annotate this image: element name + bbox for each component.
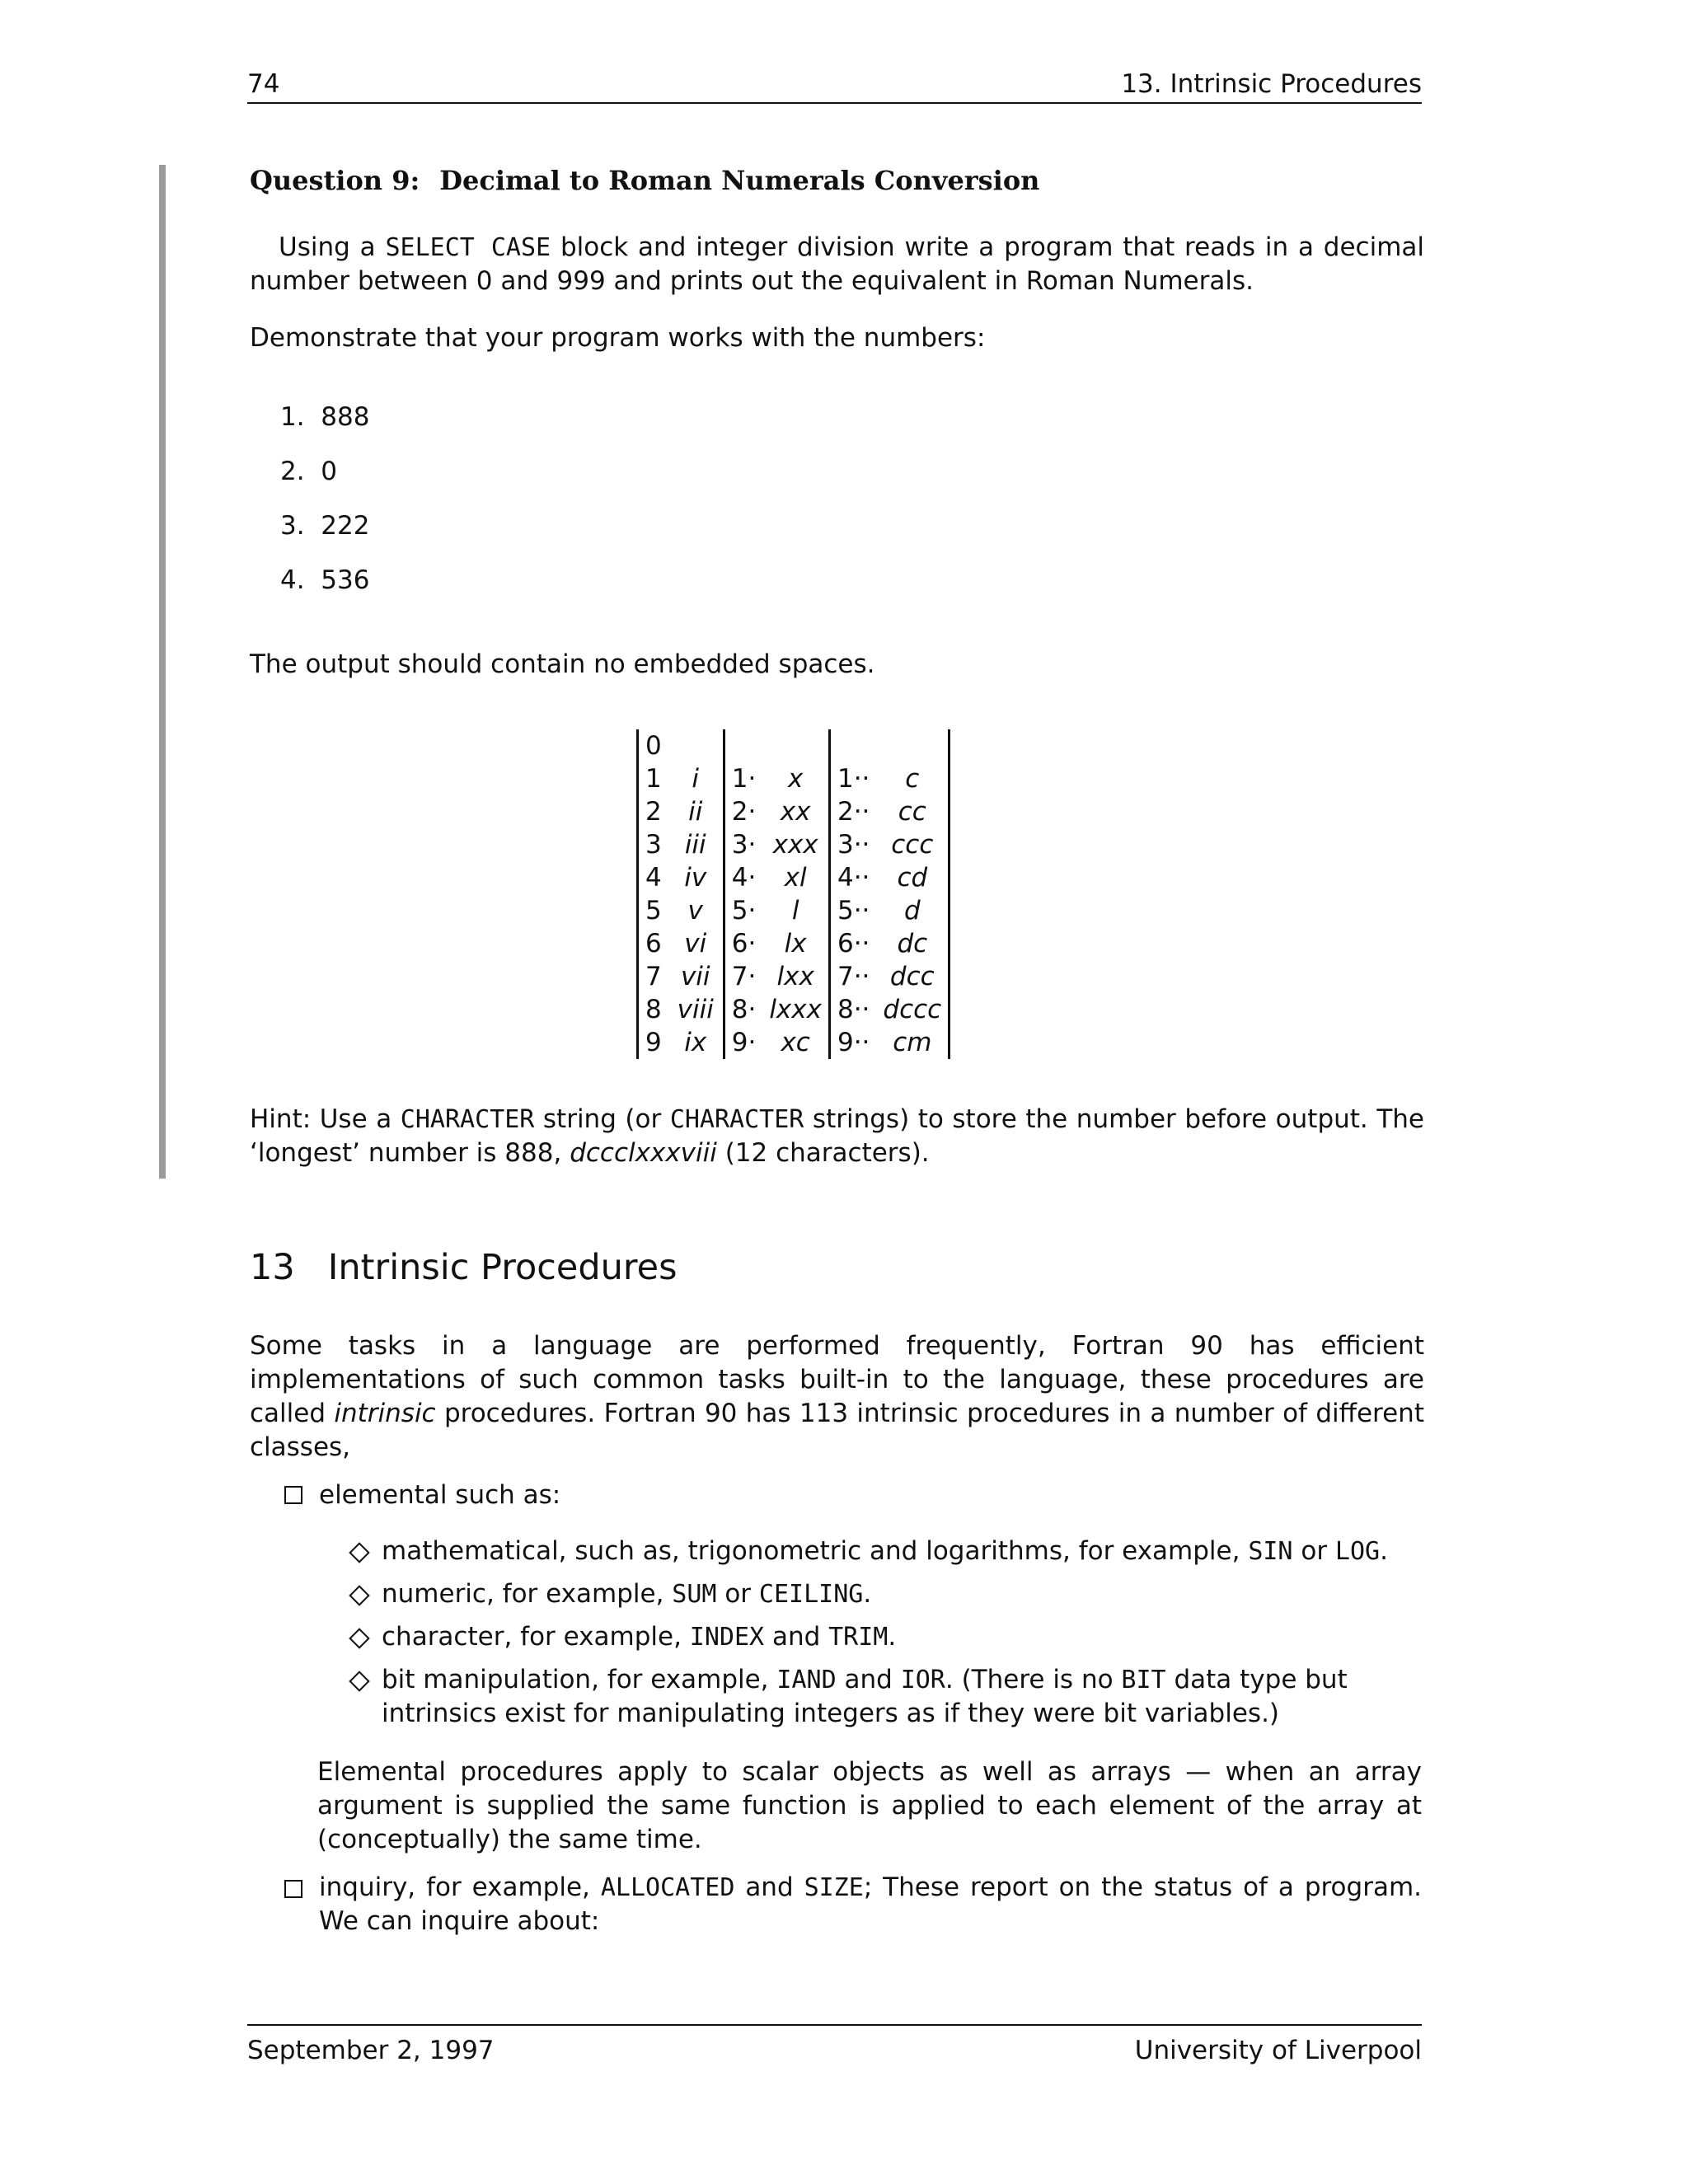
table-cell: 1 (638, 762, 668, 795)
table-cell: dccc (876, 993, 949, 1026)
roman-numeral-table (636, 729, 950, 1059)
table-cell: 8·· (829, 993, 876, 1026)
table-cell: 7·· (829, 960, 876, 993)
code-select-case: SELECT CASE (385, 233, 551, 262)
no-spaces-note: The output should contain no embedded spaces. (250, 649, 875, 679)
footer-rule (247, 2024, 1422, 2026)
table-cell: 4·· (829, 861, 876, 894)
list-item: character, for example, INDEX and TRIM. (350, 1620, 1422, 1654)
diamond-bullet-icon (349, 1542, 369, 1563)
table-cell: lxxx (769, 995, 822, 1024)
table-row (638, 762, 950, 795)
table-cell: c (876, 762, 949, 795)
table-cell: 5· (724, 894, 762, 927)
page-number: 74 (247, 69, 280, 99)
table-cell: xc (781, 1028, 810, 1057)
table-row (638, 828, 950, 861)
table-cell: d (876, 894, 949, 927)
table-cell: v (687, 896, 703, 926)
table-cell: 2 (638, 795, 668, 828)
page-header (247, 69, 1422, 99)
table-cell: vi (684, 929, 707, 958)
footer-institution: University of Liverpool (1134, 2036, 1422, 2065)
table-cell: x (787, 764, 804, 794)
list-item: numeric, for example, SUM or CEILING. (350, 1577, 1422, 1611)
list-item: 2. 0 (280, 457, 338, 486)
list-item: 1. 888 (280, 402, 370, 432)
table-cell: cc (876, 795, 949, 828)
table-cell: 4· (724, 861, 762, 894)
table-row (638, 861, 950, 894)
table-cell: 0 (638, 729, 668, 762)
bullet-elemental: elemental such as: (284, 1480, 560, 1510)
table-cell: 2·· (829, 795, 876, 828)
table-cell: 6 (638, 927, 668, 960)
table-cell: dc (876, 927, 949, 960)
question-number: Question 9: (250, 165, 420, 196)
table-cell: 8 (638, 993, 668, 1026)
table-cell: 1·· (829, 762, 876, 795)
table-row (638, 993, 950, 1026)
hint-text: Hint: Use a CHARACTER string (or CHARACTER strings) to store the number before output. The ‘longest’ number is 888, dccclxxxviii (12 characters). (250, 1104, 1424, 1168)
table-cell: lxx (776, 962, 814, 991)
table-cell: l (791, 896, 799, 926)
table-cell: 4 (638, 861, 668, 894)
table-cell: 9 (638, 1026, 668, 1059)
table-cell (668, 729, 724, 762)
list-item: mathematical, such as, trigonometric and logarithms, for example, SIN or LOG. (350, 1535, 1422, 1568)
table-row (638, 795, 950, 828)
table-cell (724, 729, 762, 762)
table-cell: ccc (876, 828, 949, 861)
section-intro: Some tasks in a language are performed frequently, Fortran 90 has efficient implementations of such common tasks built-in to the language, these procedures are called intrinsic procedures. Fortran 90 has 113 intrinsic procedures in a number of different classes, (250, 1331, 1424, 1462)
table-cell: 8· (724, 993, 762, 1026)
table-cell: 5 (638, 894, 668, 927)
bullet-inquiry: inquiry, for example, ALLOCATED and SIZE; These report on the status of a program. We can inquire about: (284, 1871, 1422, 1938)
table-cell: ix (684, 1028, 707, 1057)
footer-date: September 2, 1997 (247, 2036, 495, 2065)
table-cell: iii (684, 830, 706, 860)
section-title: Intrinsic Procedures (327, 1247, 678, 1288)
list-item: 4. 536 (280, 565, 370, 595)
table-cell: dcc (876, 960, 949, 993)
table-cell: 9· (724, 1026, 762, 1059)
change-bar (159, 165, 166, 1179)
table-cell: cd (876, 861, 949, 894)
section-number: 13 (250, 1247, 295, 1288)
square-bullet-icon (284, 1880, 302, 1898)
table-cell (829, 729, 876, 762)
diamond-bullet-icon (349, 1628, 369, 1648)
table-cell: ii (688, 797, 703, 827)
question-title (250, 165, 1039, 196)
table-row (638, 1026, 950, 1059)
table-row (638, 927, 950, 960)
table-cell: 7· (724, 960, 762, 993)
page-footer (247, 2036, 1422, 2065)
square-bullet-icon (284, 1486, 302, 1504)
table-cell: lx (784, 929, 807, 958)
table-cell: i (692, 764, 700, 794)
table-cell: 9·· (829, 1026, 876, 1059)
table-cell: 5·· (829, 894, 876, 927)
running-chapter-title: 13. Intrinsic Procedures (1121, 69, 1422, 99)
diamond-bullet-icon (349, 1585, 369, 1605)
table-cell: 6· (724, 927, 762, 960)
list-item: bit manipulation, for example, IAND and IOR. (There is no BIT data type but intrinsics exist for manipulating integers as if they were bit variables.) (350, 1663, 1422, 1731)
demonstrate-text: Demonstrate that your program works with the numbers: (250, 323, 986, 353)
table-cell: 6·· (829, 927, 876, 960)
table-cell: 3· (724, 828, 762, 861)
table-cell: 3·· (829, 828, 876, 861)
question-title-text: Decimal to Roman Numerals Conversion (439, 165, 1040, 196)
diamond-bullet-icon (349, 1671, 369, 1691)
table-cell: 3 (638, 828, 668, 861)
table-row (638, 960, 950, 993)
table-cell: xx (780, 797, 811, 827)
table-cell: 1· (724, 762, 762, 795)
table-cell (876, 729, 949, 762)
table-cell: vii (680, 962, 710, 991)
table-row (638, 894, 950, 927)
table-cell: 7 (638, 960, 668, 993)
table-cell: viii (677, 995, 714, 1024)
table-row (638, 729, 950, 762)
elemental-note: Elemental procedures apply to scalar objects as well as arrays — when an array argument is supplied the same function is applied to each element of the array at (conceptually) the same time. (317, 1757, 1422, 1854)
table-cell: xl (784, 863, 807, 893)
header-rule (247, 102, 1422, 104)
section-heading (250, 1247, 678, 1288)
table-cell: xxx (772, 830, 818, 860)
table-cell: iv (684, 863, 707, 893)
table-cell: 2· (724, 795, 762, 828)
table-cell: cm (876, 1026, 949, 1059)
table-cell (762, 729, 829, 762)
list-item: 3. 222 (280, 511, 370, 541)
question-intro: Using a SELECT CASE block and integer division write a program that reads in a decimal number between 0 and 999 and prints out the equivalent in Roman Numerals. (250, 232, 1425, 296)
